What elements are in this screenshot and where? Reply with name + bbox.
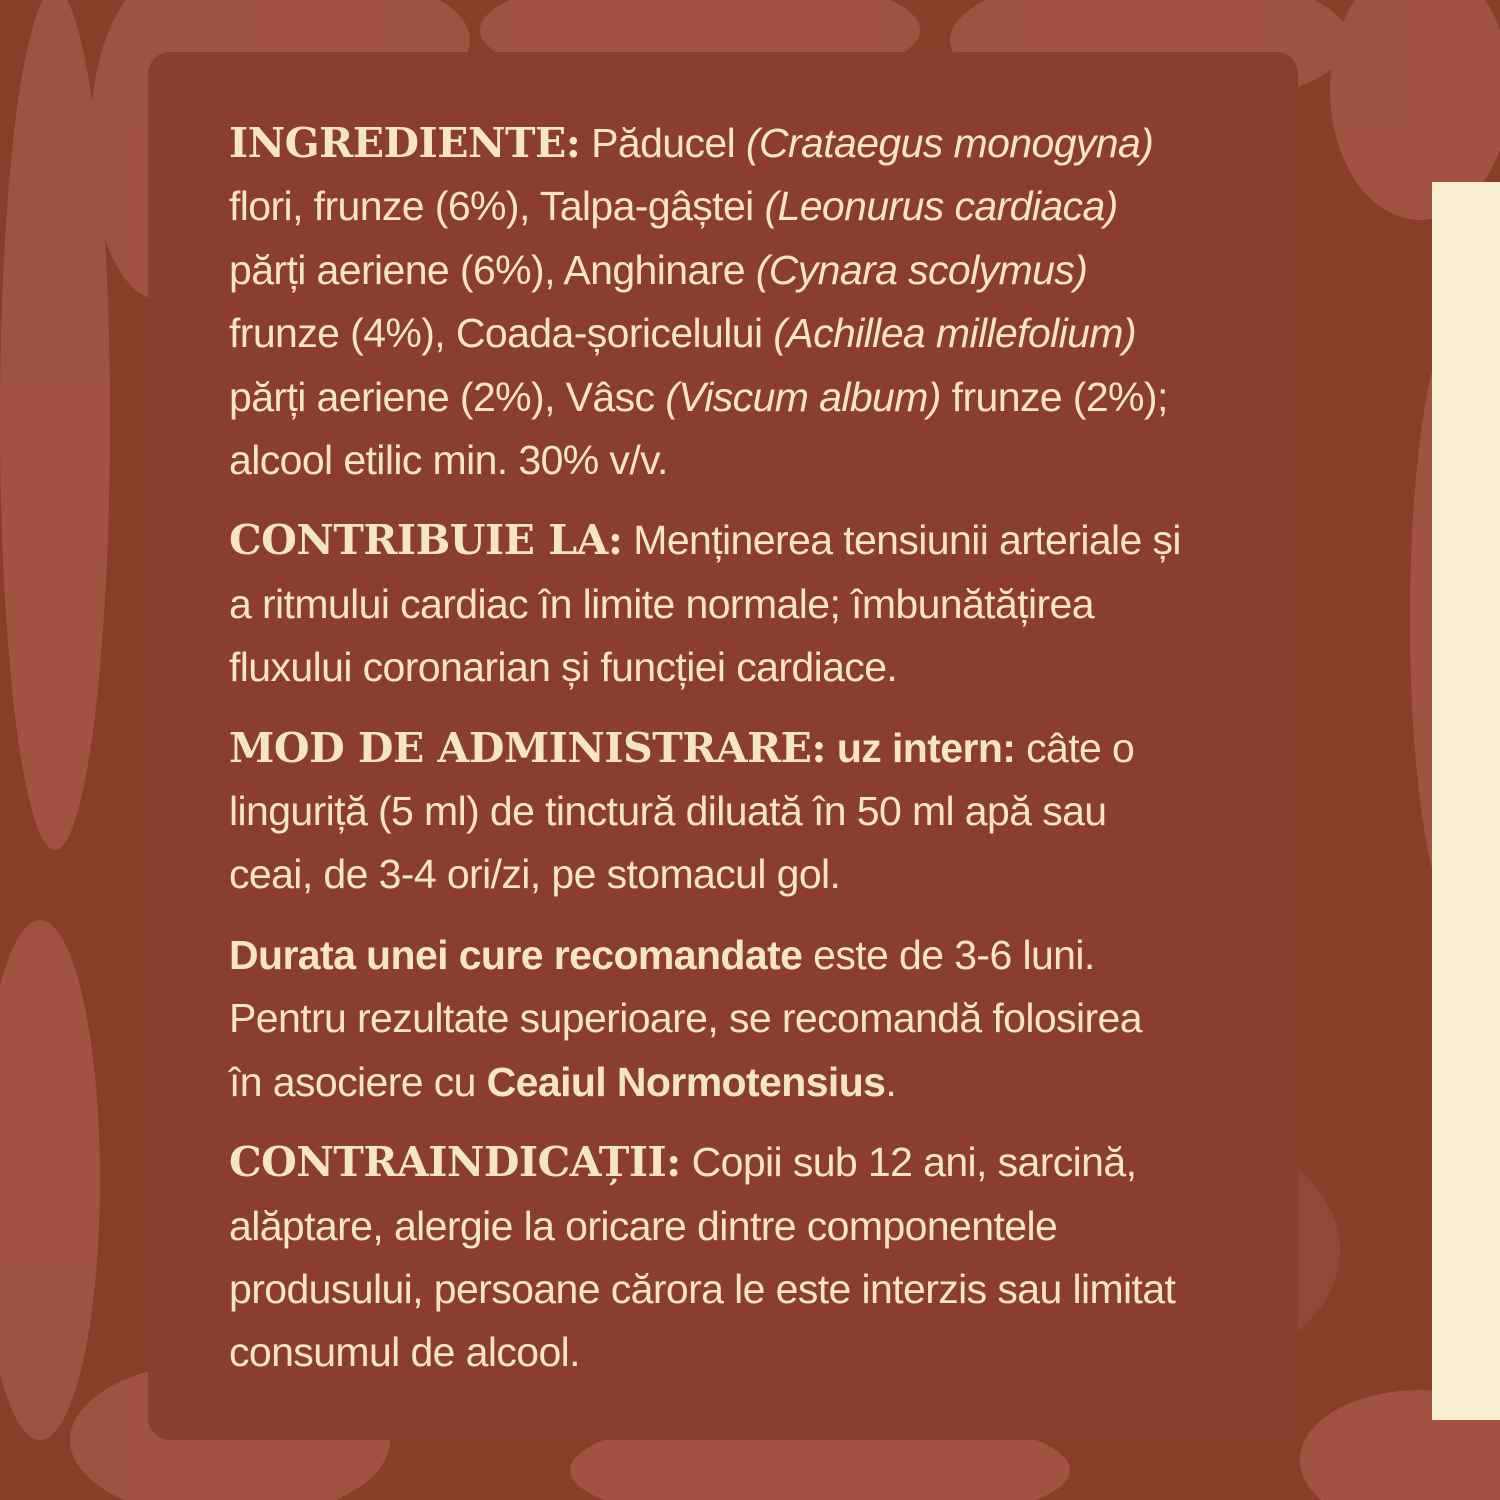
ingredients-text: părți aeriene (6%), Anghinare <box>229 246 745 293</box>
duration-text: este de 3-6 luni. <box>813 931 1095 978</box>
ingredients-heading: INGREDIENTE: <box>229 119 581 167</box>
contributes-heading: CONTRIBUIE LA: <box>229 516 623 565</box>
contraindications-text: Copii sub 12 ani, sarcină, <box>691 1139 1137 1186</box>
contraindications-text: produsului, persoane cărora le este interzis sau limitat <box>229 1265 1176 1312</box>
contraindications-heading: CONTRAINDICAȚII: <box>229 1138 681 1187</box>
ingredients-latin-name: (Viscum album) <box>665 373 941 420</box>
administration-internal-use: uz intern: <box>836 724 1016 771</box>
duration-tea-name: Ceaiul Normotensius <box>486 1058 886 1105</box>
administration-text: câte o <box>1026 724 1135 771</box>
administration-text: linguriță (5 ml) de tinctură diluată în 50 ml apă sau <box>229 788 1107 835</box>
administration-section <box>229 717 1291 907</box>
duration-section <box>229 924 1291 1114</box>
administration-heading: MOD DE ADMINISTRARE: <box>229 723 827 772</box>
product-info-text <box>229 112 1291 1402</box>
contraindications-section <box>229 1131 1291 1385</box>
ingredients-text: flori, frunze (6%), Talpa-gâștei <box>229 183 754 230</box>
duration-text: în asociere cu <box>229 1058 476 1105</box>
contributes-text: Menținerea tensiunii arteriale și <box>633 517 1181 564</box>
ingredients-latin-name: (Cynara scolymus) <box>755 246 1088 293</box>
contributes-text: fluxului coronarian și funcției cardiace. <box>229 644 898 691</box>
duration-text: Pentru rezultate superioare, se recomandă folosirea <box>229 995 1142 1042</box>
ingredients-text: frunze (4%), Coada-șoricelului <box>229 310 763 357</box>
ingredients-text: părți aeriene (2%), Vâsc <box>229 373 655 420</box>
ingredients-latin-name: (Crataegus monogyna) <box>745 120 1154 166</box>
ingredients-text: Păducel <box>591 120 736 166</box>
contraindications-text: consumul de alcool. <box>229 1329 580 1376</box>
duration-text: . <box>885 1058 897 1105</box>
ingredients-text: frunze (2%); <box>951 373 1168 420</box>
cream-side-strip <box>1432 182 1500 1420</box>
contraindications-text: alăptare, alergie la oricare dintre componentele <box>229 1202 1058 1249</box>
ingredients-latin-name: (Achillea millefolium) <box>773 310 1136 357</box>
ingredients-section <box>229 112 1291 492</box>
contributes-section <box>229 509 1291 699</box>
duration-bold-lead: Durata unei cure recomandate <box>229 931 803 978</box>
ingredients-text: alcool etilic min. 30% v/v. <box>229 437 668 484</box>
administration-text: ceai, de 3-4 ori/zi, pe stomacul gol. <box>229 851 841 898</box>
ingredients-latin-name: (Leonurus cardiaca) <box>764 183 1118 230</box>
contributes-text: a ritmului cardiac în limite normale; îmbunătățirea <box>229 580 1094 627</box>
